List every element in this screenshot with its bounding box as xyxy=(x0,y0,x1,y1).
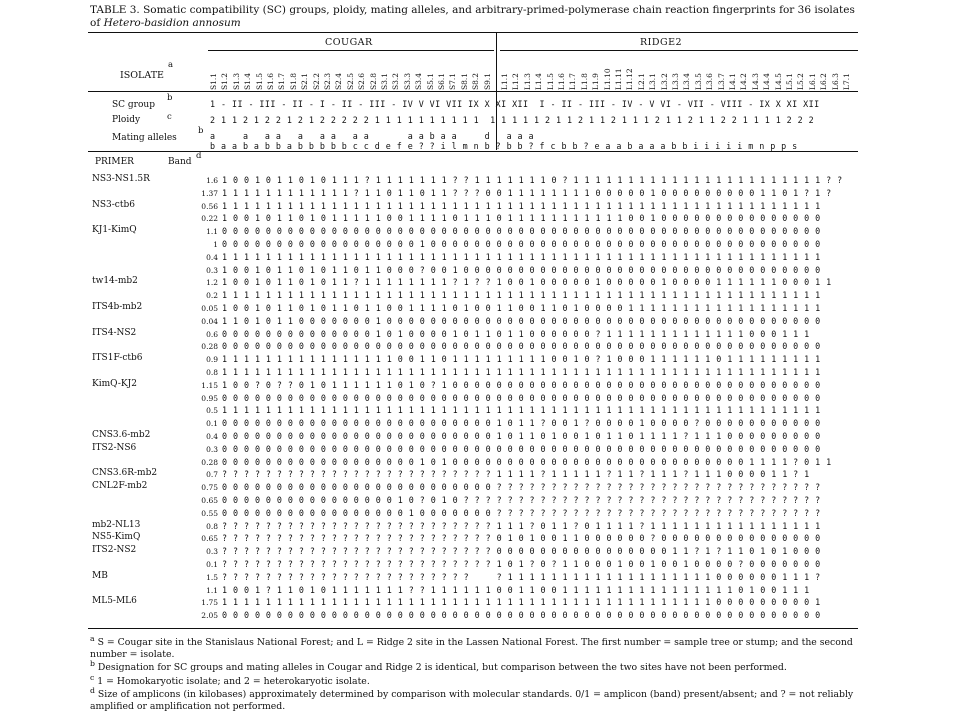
isolate-id: L3.4 xyxy=(682,73,692,90)
fingerprint-values: 1 1 1 1 1 1 1 1 1 1 1 1 1 1 1 1 1 1 1 1 1 1 1 1 1 1 1 1 1 1 1 1 1 1 1 1 1 1 1 1 1 1 1 1 1 1 1 1 1 1 1 1 1 1 1 xyxy=(222,290,821,301)
fingerprint-values: 0 0 0 0 0 0 0 0 0 0 0 0 0 0 0 0 0 0 0 0 0 0 0 0 0 1 0 1 1 0 1 0 0 1 0 1 1 0 1 1 1 1 ? 1 1 1 0 0 0 0 0 0 0 0 0 xyxy=(222,431,821,441)
band-size: 1.1 xyxy=(206,585,218,595)
isolate-id: S1.5 xyxy=(254,72,264,90)
fingerprint-values: ? ? ? ? ? ? ? ? ? ? ? ? ? ? ? ? ? ? ? ? ? ? ? ? ? 0 1 0 1 0 0 1 1 0 0 0 0 0 0 ? 0 0 0 0 0 0 0 0 0 0 0 0 0 0 0 xyxy=(222,533,821,544)
isolate-id: S1.6 xyxy=(266,72,275,90)
primer-name: tw14-mb2 xyxy=(92,276,138,287)
isolate-id: L1.1 xyxy=(500,73,509,90)
isolate-id: L3.1 xyxy=(648,73,658,90)
mating-alleles-label: Mating alleles xyxy=(112,133,177,143)
isolate-id: L6.2 xyxy=(819,73,829,90)
isolate-id: L3.6 xyxy=(705,73,715,90)
band-size: 1.75 xyxy=(201,598,218,608)
band-footnote-mark: d xyxy=(196,151,202,161)
fingerprint-values: 1 0 0 1 0 1 1 0 1 0 1 1 ? 1 1 1 1 1 1 1 1 ? 1 ? ? 1 0 0 1 0 0 0 0 0 1 0 0 0 0 0 1 0 0 0 0 1 1 1 1 1 1 0 0 0 1 1 xyxy=(222,277,832,288)
isolate-column-header xyxy=(512,52,523,90)
band-size: 0.65 xyxy=(201,496,218,505)
fingerprint-values: 0 0 0 0 0 0 0 0 0 0 0 0 0 0 0 0 0 0 0 0 0 0 0 0 0 0 0 0 0 0 0 0 0 0 0 0 0 0 0 0 0 0 0 0 0 0 0 0 0 0 0 0 0 0 0 xyxy=(222,341,821,352)
footnote-text: Designation for SC groups and mating alleles in Cougar and Ridge 2 is identical, but comparison between the two sites have not been performed. xyxy=(94,662,787,674)
isolate-column-header xyxy=(843,52,854,90)
site-header-cougar: COUGAR xyxy=(325,37,373,48)
mating-values-row1: a a a a a a a a a a a b a a d a a a xyxy=(210,131,535,141)
footnote-text: S = Cougar site in the Stanislaus National Forest; and L = Ridge 2 site in the Lassen National Forest. The first number = sample tree or stump; and the second number = isolate. xyxy=(90,637,853,661)
band-size: 0.4 xyxy=(206,432,218,441)
fingerprint-values: ? ? ? ? ? ? ? ? ? ? ? ? ? ? ? ? ? ? ? ? ? ? ? ? ? 1 1 1 ? 0 1 1 ? 0 1 1 1 1 ? 1 1 1 1 1 1 1 1 1 1 1 1 1 1 1 1 xyxy=(222,520,821,531)
primer-name: ML5-ML6 xyxy=(92,596,137,607)
isolate-column-header xyxy=(535,52,546,90)
isolate-column-header xyxy=(763,52,774,90)
isolate-id: S6.1 xyxy=(437,72,446,90)
band-size: 0.3 xyxy=(206,265,218,275)
isolate-label-text: ISOLATE xyxy=(120,70,164,81)
isolate-id: L3.3 xyxy=(671,73,680,90)
fingerprint-values: 1 0 0 1 0 1 1 0 1 0 1 1 0 1 1 0 0 0 ? 0 0 1 0 0 0 0 0 0 0 0 0 0 0 0 0 0 0 0 0 0 0 0 0 0 0 0 0 0 0 0 0 0 0 0 0 xyxy=(222,264,821,275)
isolate-id: L3.2 xyxy=(659,73,669,90)
isolate-id: L4.1 xyxy=(728,73,737,90)
mating-rule xyxy=(88,151,858,152)
fingerprint-values: ? ? ? ? ? ? ? ? ? ? ? ? ? ? ? ? ? ? ? ? ? ? ? ? 1 1 1 1 1 1 1 1 1 1 1 1 1 1 1 1 1 1 1 0 0 0 0 0 0 1 1 1 ? xyxy=(222,571,821,582)
isolate-id: L7.1 xyxy=(842,73,851,90)
primer-name: ITS1F-ctb6 xyxy=(92,353,143,364)
isolate-column-header xyxy=(358,52,369,90)
band-size: 0.6 xyxy=(206,329,218,339)
isolate-id: S1.8 xyxy=(288,72,298,90)
isolate-column-header xyxy=(449,52,460,90)
isolate-id: L3.7 xyxy=(716,73,726,90)
fingerprint-values: 0 0 0 0 0 0 0 0 0 0 0 0 0 0 0 0 0 0 0 0 0 0 0 0 0 0 0 0 0 0 0 0 0 0 0 0 0 0 0 0 0 0 0 0 0 0 0 0 0 0 0 0 0 0 0 xyxy=(222,443,821,454)
primer-name: ITS2-NS2 xyxy=(92,545,137,556)
primer-name: NS5-KimQ xyxy=(92,532,141,543)
isolate-id: S2.2 xyxy=(311,72,321,90)
isolate-column-header xyxy=(569,52,580,90)
isolate-column-header xyxy=(661,52,672,90)
isolate-column-header xyxy=(626,52,637,90)
primer-name: NS3-NS1.5R xyxy=(92,174,150,184)
sc-group-values: 1 - II - III - II - I - II - III - IV V VI VII IX X XI XII I - II - III - IV - V VI - VII - VIII - IX X XI XII xyxy=(210,99,820,109)
fingerprint-values: 0 0 0 0 0 0 0 0 0 0 0 0 0 0 0 0 0 0 0 0 0 0 0 0 0 0 0 0 0 0 0 0 0 0 0 0 0 0 0 0 0 0 0 0 0 0 0 0 0 0 0 0 0 0 0 xyxy=(222,226,821,237)
mating-values-row2: b a a b a b b a b b b b b c c d e f e ? ? i l m n b ? b b ? f c b b ? e a a b a a a b b i i i i i m n p p s xyxy=(210,141,798,151)
isolate-id: L6.1 xyxy=(807,73,817,90)
band-size: 1.37 xyxy=(201,188,218,198)
footnote-mark: a xyxy=(90,634,95,643)
band-size: 0.22 xyxy=(201,214,218,224)
table-caption xyxy=(90,4,860,30)
isolate-column-header xyxy=(301,52,312,90)
ploidy-values: 2 1 1 2 1 2 2 1 2 1 2 2 2 2 2 1 1 1 1 1 1 1 1 1 1 1 1 1 1 1 2 1 1 2 1 1 2 1 1 1 2 1 1 2 1 1 2 2 1 1 1 1 2 2 2 xyxy=(210,115,815,125)
primer-name: CNS3.6R-mb2 xyxy=(92,468,158,479)
fingerprint-values: 1 1 1 1 1 1 1 1 1 1 1 1 1 1 1 1 1 1 1 1 1 1 1 1 1 1 1 1 1 1 1 1 1 1 1 1 1 1 1 1 1 1 1 1 1 1 1 1 1 1 1 1 1 1 1 xyxy=(222,367,821,377)
isolate-id: S2.6 xyxy=(357,72,367,90)
primer-name: KJ1-KimQ xyxy=(92,225,137,236)
footnote-text: 1 = Homokaryotic isolate; and 2 = heterokaryotic isolate. xyxy=(94,676,370,688)
isolate-footnote-mark: a xyxy=(168,60,174,70)
isolate-id: L4.5 xyxy=(773,73,783,90)
band-size: 0.8 xyxy=(206,368,218,377)
isolate-column-header xyxy=(256,52,267,90)
isolate-column-header xyxy=(649,52,660,90)
isolate-column-header xyxy=(547,52,558,90)
band-size: 0.05 xyxy=(201,304,218,313)
band-size: 0.1 xyxy=(206,560,218,569)
primer-column-header: PRIMER xyxy=(95,157,134,167)
isolate-id: S9.1 xyxy=(482,72,492,90)
isolate-id: L6.3 xyxy=(830,73,840,90)
band-size: 2.05 xyxy=(201,611,218,621)
band-size: 0.9 xyxy=(206,355,218,365)
ploidy-footnote-mark: c xyxy=(167,112,172,122)
isolate-id: S3.3 xyxy=(402,72,412,90)
band-size: 0.65 xyxy=(201,534,218,544)
site-header-ridge: RIDGE2 xyxy=(640,37,683,48)
isolate-id: L1.2 xyxy=(511,73,521,90)
isolate-column-header xyxy=(683,52,694,90)
isolate-id: S2.5 xyxy=(345,72,355,90)
band-size: 0.1 xyxy=(206,419,218,429)
isolate-column-header xyxy=(775,52,786,90)
fingerprint-values: 1 0 0 1 0 1 1 0 1 0 1 1 1 ? 1 1 1 1 1 1 1 ? ? 1 1 1 1 1 1 1 0 ? 1 1 1 1 1 1 1 1 1 1 1 1 1 1 1 1 1 1 1 1 1 1 1 ? ? xyxy=(222,175,843,185)
isolate-id: L1.8 xyxy=(579,73,589,90)
isolate-id: S1.7 xyxy=(277,72,287,90)
isolate-id: L1.10 xyxy=(602,68,612,90)
fingerprint-values: 1 0 0 1 0 1 1 0 1 0 1 1 1 1 1 0 0 1 1 1 1 0 1 1 1 0 1 1 1 1 1 1 1 1 1 1 1 0 0 1 0 0 0 0 0 0 0 0 0 0 0 0 0 0 0 xyxy=(222,213,821,224)
band-size: 1.2 xyxy=(206,278,218,288)
fingerprint-values: 0 0 0 0 0 0 0 0 0 0 0 0 0 0 0 0 0 0 0 0 0 0 0 0 0 0 0 0 0 0 0 0 0 0 0 0 0 0 0 0 0 0 0 0 0 0 0 0 0 0 0 0 0 0 0 xyxy=(222,610,821,621)
isolate-id: S2.4 xyxy=(334,72,344,90)
band-size: 0.3 xyxy=(206,444,218,454)
isolate-id: L1.4 xyxy=(534,73,544,90)
primer-name: CNS3.6-mb2 xyxy=(92,430,151,440)
isolate-id: S3.2 xyxy=(391,72,401,90)
primer-name: ITS2-NS6 xyxy=(92,442,137,453)
band-size: 1.1 xyxy=(206,227,218,237)
footnote xyxy=(90,633,860,661)
isolate-id: L1.6 xyxy=(557,73,566,90)
isolate-column-header xyxy=(604,52,615,90)
isolate-id: L1.9 xyxy=(591,73,601,90)
isolate-id: S1.3 xyxy=(231,72,241,90)
band-size: 0.3 xyxy=(206,547,218,557)
isolate-column-header xyxy=(592,52,603,90)
isolate-id: L1.7 xyxy=(568,73,578,90)
band-size: 0.28 xyxy=(201,457,218,467)
isolate-label xyxy=(120,70,164,81)
footnote-mark: d xyxy=(90,686,95,695)
isolate-id: S1.1 xyxy=(209,72,218,90)
isolate-column-header xyxy=(370,52,381,90)
band-size: 1.5 xyxy=(206,572,218,582)
band-size: 1.6 xyxy=(206,176,218,185)
primer-name: CNL2F-mb2 xyxy=(92,481,148,492)
isolate-id: L1.5 xyxy=(545,73,555,90)
fingerprint-values: 0 0 0 0 0 0 0 0 0 0 0 0 0 0 1 0 1 0 0 0 0 1 0 1 1 0 1 1 0 0 0 0 0 0 ? 1 1 1 1 1 1 1 1 1 1 1 1 1 0 0 0 1 1 1 xyxy=(222,328,810,339)
isolate-id: L1.11 xyxy=(614,68,623,90)
isolate-id: S2.8 xyxy=(368,72,378,90)
sc-footnote-mark: b xyxy=(167,93,173,103)
isolate-id: S3.1 xyxy=(380,72,389,90)
isolate-id: S8.1 xyxy=(459,72,469,90)
band-size: 0.56 xyxy=(201,201,218,211)
isolate-column-header xyxy=(718,52,729,90)
fingerprint-values: ? ? ? ? ? ? ? ? ? ? ? ? ? ? ? ? ? ? ? ? ? ? ? ? ? 1 0 1 ? 0 ? 1 1 0 0 0 1 0 0 1 0 0 1 0 0 0 0 ? 0 0 0 0 0 0 0 xyxy=(222,559,821,569)
band-size: 1 xyxy=(213,240,218,249)
isolate-column-header xyxy=(221,52,232,90)
band-size: 0.95 xyxy=(201,393,218,403)
species-name: Hetero-basidion annosum xyxy=(103,17,241,29)
ploidy-label: Ploidy xyxy=(112,115,141,125)
primer-name: NS3-ctb6 xyxy=(92,199,135,210)
isolate-column-header xyxy=(740,52,751,90)
cougar-span-rule xyxy=(208,50,494,51)
band-size: 0.5 xyxy=(206,406,218,416)
table-number: TABLE 3. xyxy=(90,4,140,16)
footnote-mark: b xyxy=(90,659,95,668)
isolate-id: L4.3 xyxy=(750,73,760,90)
fingerprint-values: ? ? ? ? ? ? ? ? ? ? ? ? ? ? ? ? ? ? ? ? ? ? ? ? ? 0 0 0 0 0 0 0 0 0 0 0 0 0 0 0 0 1 1 ? 1 ? 1 1 0 1 0 1 0 0 0 xyxy=(222,546,821,557)
isolate-id: L5.2 xyxy=(796,73,806,90)
fingerprint-values: ? ? ? ? ? ? ? ? ? ? ? ? ? ? ? ? ? ? ? ? ? ? ? ? ? 1 1 1 1 ? 1 1 1 1 1 ? 1 1 ? 1 1 1 ? 1 1 1 0 0 0 0 1 1 ? 1 xyxy=(222,469,810,480)
fingerprint-values: 0 0 0 0 0 0 0 0 0 0 0 0 0 0 0 0 0 0 0 0 0 0 0 0 0 1 0 1 1 ? 0 0 1 ? 0 0 0 0 1 0 0 0 0 ? 0 0 0 0 0 0 0 0 0 0 0 xyxy=(222,418,821,429)
fingerprint-values: 1 1 1 1 1 1 1 1 1 1 1 1 1 1 1 1 1 1 1 1 1 1 1 1 1 1 1 1 1 1 1 1 1 1 1 1 1 1 1 1 1 1 1 1 1 1 1 1 1 1 1 1 1 1 1 xyxy=(222,200,821,211)
isolate-column-header xyxy=(244,52,255,90)
site-divider xyxy=(496,33,497,150)
fingerprint-values: 0 0 0 0 0 0 0 0 0 0 0 0 0 0 0 0 0 0 1 0 0 0 0 0 0 0 0 0 0 0 0 0 0 0 0 0 0 0 0 0 0 0 0 0 0 0 0 0 0 0 0 0 0 0 0 xyxy=(222,239,821,249)
isolate-id: L1.3 xyxy=(522,73,532,90)
primer-name: ITS4b-mb2 xyxy=(92,302,143,312)
footnote-mark: c xyxy=(90,673,95,682)
top-rule xyxy=(88,32,858,33)
fingerprint-values: 1 0 0 1 0 1 1 0 1 0 1 1 0 1 1 0 0 1 1 1 1 0 1 0 0 1 1 0 0 1 1 0 1 0 0 0 0 1 1 1 1 1 1 1 1 1 1 1 1 1 1 1 1 1 1 xyxy=(222,303,821,313)
fingerprint-values: 1 1 1 1 1 1 1 1 1 1 1 1 1 1 1 1 1 1 1 1 1 1 1 1 1 1 1 1 1 1 1 1 1 1 1 1 1 1 1 1 1 1 1 1 1 1 1 1 1 1 1 1 1 1 1 xyxy=(222,405,821,416)
primer-name: MB xyxy=(92,570,108,581)
band-size: 0.55 xyxy=(201,508,218,518)
isolate-id: L5.1 xyxy=(785,73,794,90)
isolate-column-header xyxy=(706,52,717,90)
fingerprint-values: 1 1 1 1 1 1 1 1 1 1 1 1 ? 1 1 0 1 1 0 1 1 ? ? ? 0 0 1 1 1 1 1 1 1 1 0 0 0 0 0 1 0 0 0 0 0 0 0 0 0 1 1 0 1 ? 1 ? xyxy=(222,187,832,198)
isolate-column-header xyxy=(335,52,346,90)
ridge-span-rule xyxy=(500,50,858,51)
primer-name: mb2-NL13 xyxy=(92,519,141,530)
fingerprint-values: 0 0 0 0 0 0 0 0 0 0 0 0 0 0 0 0 0 0 0 0 0 0 0 0 0 0 0 0 0 0 0 0 0 0 0 0 0 0 0 0 0 0 0 0 0 0 0 0 0 0 0 0 0 0 0 xyxy=(222,392,821,403)
footnote xyxy=(90,685,860,713)
band-size: 0.8 xyxy=(206,521,218,531)
fingerprint-values: 1 1 1 1 1 1 1 1 1 1 1 1 1 1 1 1 1 1 1 1 1 1 1 1 1 1 1 1 1 1 1 1 1 1 1 1 1 1 1 1 1 1 1 1 1 0 0 0 0 0 0 0 0 0 1 xyxy=(222,597,821,608)
isolate-column-header xyxy=(415,52,426,90)
band-size: 0.2 xyxy=(206,291,218,301)
band-size: 0.28 xyxy=(201,342,218,352)
fingerprint-values: 0 0 0 0 0 0 0 0 0 0 0 0 0 0 0 0 0 0 0 0 0 0 0 0 0 ? ? ? ? ? ? ? ? ? ? ? ? ? ? ? ? ? ? ? ? ? ? ? ? ? ? ? ? ? ? xyxy=(222,482,821,493)
isolate-id: L4.2 xyxy=(739,73,749,90)
isolate-column-header xyxy=(313,52,324,90)
isolate-column-header xyxy=(820,52,831,90)
isolate-id: S2.3 xyxy=(323,72,332,90)
fingerprint-values: 1 0 0 1 ? 1 1 0 1 0 1 1 1 1 1 1 1 ? ? 1 1 1 1 1 1 0 0 1 1 0 0 1 1 1 1 1 1 1 1 1 1 1 1 1 1 1 1 0 1 0 0 1 1 1 xyxy=(222,584,810,595)
footnote-text: Size of amplicons (in kilobases) approximately determined by comparison with molecular standards. 0/1 = amplicon (band) present/absent; and ? = not reliably amplified or amplification not performed. xyxy=(90,689,854,713)
caption-text: Somatic compatibility (SC) groups, ploidy, mating alleles, and arbitrary-primed-polymerase chain reaction fingerprints for 36 isolates of xyxy=(90,4,855,29)
isolate-rule xyxy=(88,91,858,92)
fingerprint-values: 0 0 0 0 0 0 0 0 0 0 0 0 0 0 0 0 0 1 0 0 0 0 0 0 0 ? ? ? ? ? ? ? ? ? ? ? ? ? ? ? ? ? ? ? ? ? ? ? ? ? ? ? ? ? ? xyxy=(222,507,821,518)
fingerprint-values: 1 0 0 ? 0 ? ? 0 1 0 1 1 1 1 1 1 0 1 0 ? 1 0 0 0 0 0 0 0 0 0 0 0 0 0 0 0 0 0 0 0 0 0 0 0 0 0 0 0 0 0 0 0 0 0 0 xyxy=(222,379,821,390)
isolate-id: S5.1 xyxy=(425,72,435,90)
fingerprint-values: 1 1 0 1 0 1 1 0 0 0 0 0 0 0 1 0 0 0 0 0 0 0 0 0 0 0 0 0 0 0 0 0 0 0 0 0 0 0 0 0 0 0 0 0 0 0 0 0 0 0 0 0 0 0 0 xyxy=(222,315,821,326)
isolate-column-header xyxy=(832,52,843,90)
isolate-id: S8.2 xyxy=(471,72,481,90)
isolate-column-header xyxy=(472,52,483,90)
isolate-column-header xyxy=(392,52,403,90)
isolate-id: L1.12 xyxy=(625,68,635,90)
fingerprint-values: 0 0 0 0 0 0 0 0 0 0 0 0 0 0 0 0 0 0 1 0 1 0 0 0 0 0 0 0 0 0 0 0 0 0 0 0 0 0 0 0 0 0 0 0 0 0 0 0 1 1 1 1 ? 0 1 1 xyxy=(222,456,832,467)
isolate-id: L3.5 xyxy=(693,73,703,90)
isolate-column-header xyxy=(797,52,808,90)
isolate-column-header xyxy=(278,52,289,90)
band-column-header: Band xyxy=(168,157,192,167)
isolate-id: L2.1 xyxy=(636,73,646,90)
isolate-column-header xyxy=(427,52,438,90)
fingerprint-values: 1 1 1 1 1 1 1 1 1 1 1 1 1 1 1 1 1 1 1 1 1 1 1 1 1 1 1 1 1 1 1 1 1 1 1 1 1 1 1 1 1 1 1 1 1 1 1 1 1 1 1 1 1 1 1 xyxy=(222,251,821,262)
isolate-id: S2.1 xyxy=(300,72,310,90)
isolate-column-header xyxy=(484,52,495,90)
mating-footnote-mark: b xyxy=(198,126,204,136)
fingerprint-values: 0 0 0 0 0 0 0 0 0 0 0 0 0 0 0 0 1 0 ? 0 1 0 ? ? ? ? ? ? ? ? ? ? ? ? ? ? ? ? ? ? ? ? ? ? ? ? ? ? ? ? ? ? ? ? ? xyxy=(222,495,821,505)
isolate-id: L4.4 xyxy=(762,73,772,90)
isolate-id: S7.1 xyxy=(448,72,458,90)
primer-name: KimQ-KJ2 xyxy=(92,378,137,389)
band-size: 0.75 xyxy=(201,483,218,493)
primer-name: ITS4-NS2 xyxy=(92,327,137,338)
band-size: 0.04 xyxy=(201,316,218,326)
isolate-id: S1.2 xyxy=(220,72,230,90)
band-size: 0.4 xyxy=(206,252,218,262)
fingerprint-values: 1 1 1 1 1 1 1 1 1 1 1 1 1 1 1 1 0 0 1 1 0 1 1 1 1 1 1 1 1 1 0 0 1 0 ? 1 0 0 0 1 1 1 1 1 1 0 1 1 1 1 1 1 1 1 1 xyxy=(222,354,821,365)
band-size: 1.15 xyxy=(201,380,218,390)
sc-group-label: SC group xyxy=(112,100,155,110)
isolate-id: S3.4 xyxy=(414,72,424,90)
band-size: 0.7 xyxy=(206,470,218,480)
bottom-rule xyxy=(88,628,858,629)
isolate-id: S1.4 xyxy=(243,72,253,90)
